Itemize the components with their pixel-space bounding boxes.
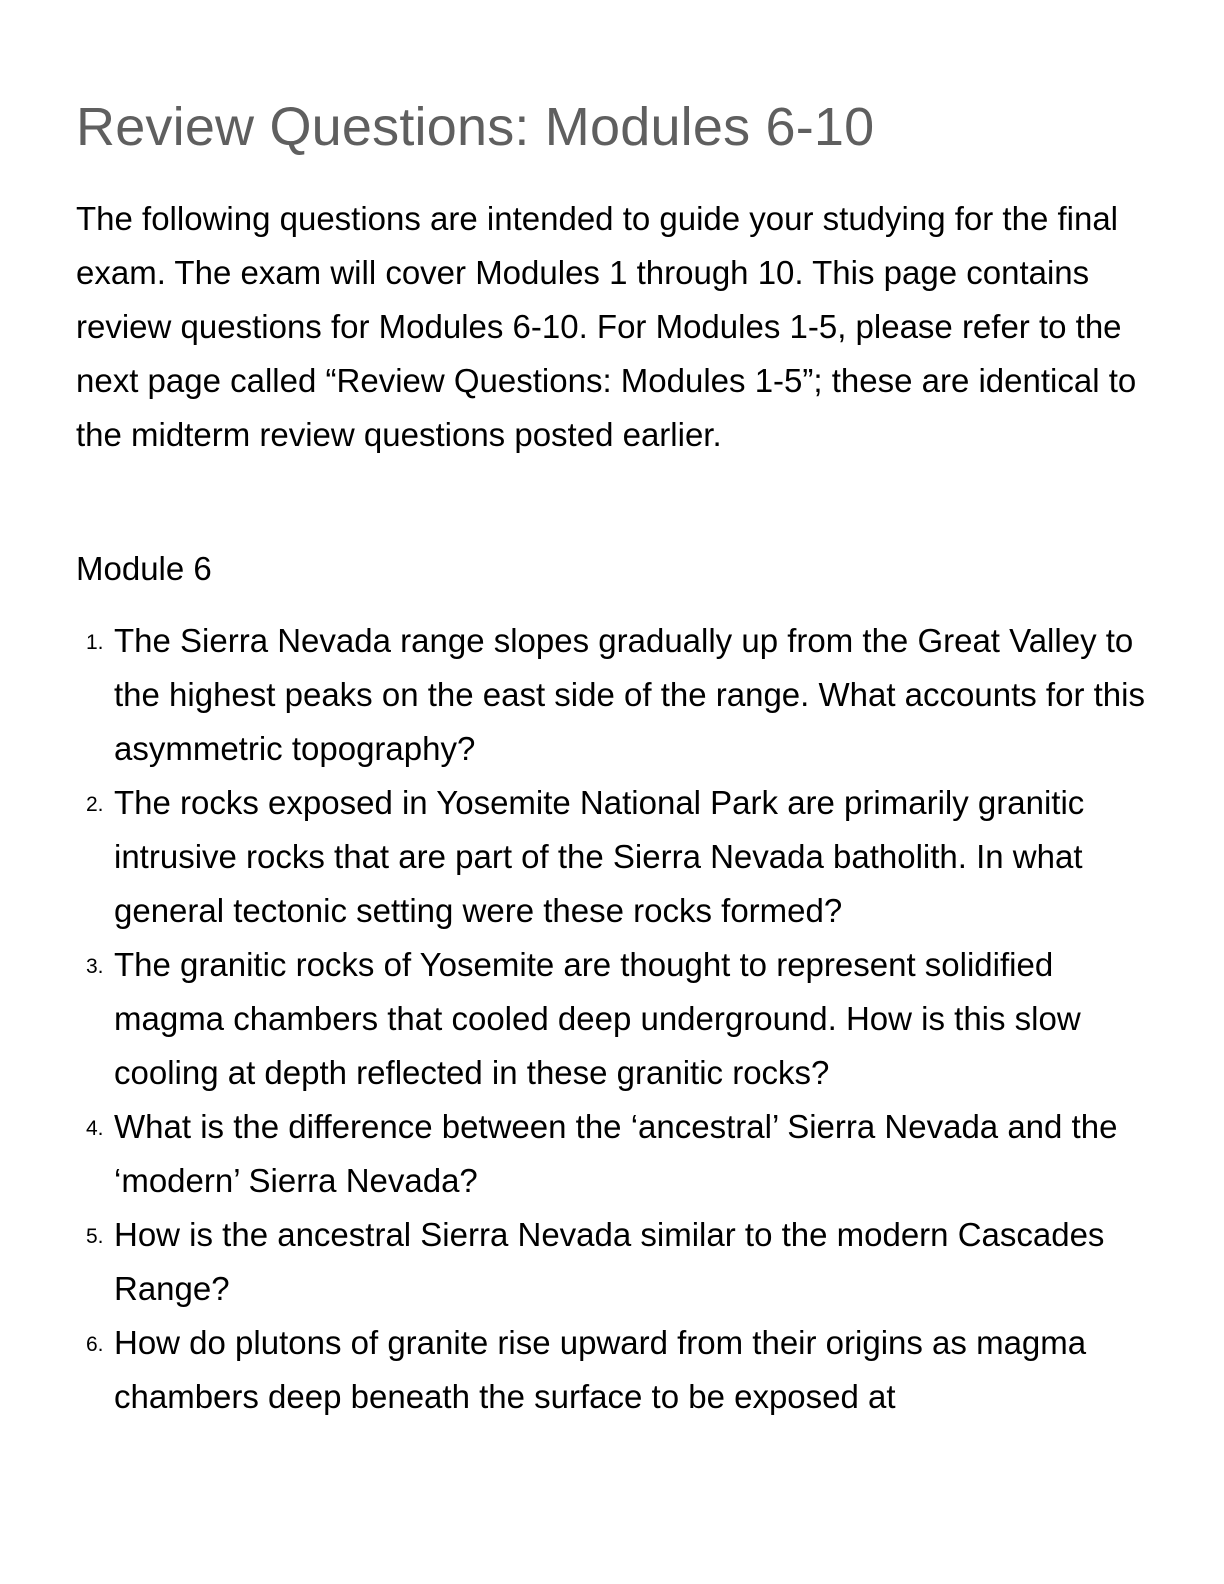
- question-item: [76, 776, 1154, 938]
- question-number: 3.: [86, 955, 104, 978]
- question-text: The Sierra Nevada range slopes gradually up from the Great Valley to the highest peaks on the east side of the range. What accounts for this asymmetric topography?: [114, 622, 1145, 767]
- question-text: How is the ancestral Sierra Nevada similar to the modern Cascades Range?: [114, 1216, 1105, 1307]
- question-number: 2.: [86, 793, 104, 816]
- question-text: The rocks exposed in Yosemite National Park are primarily granitic intrusive rocks that are part of the Sierra Nevada batholith. In what general tectonic setting were these rocks formed?: [114, 784, 1085, 929]
- question-number: 5.: [86, 1225, 104, 1248]
- question-number: 4.: [86, 1117, 104, 1140]
- module-heading: Module 6: [76, 550, 212, 587]
- intro-paragraph: The following questions are intended to guide your studying for the final exam. The exam will cover Modules 1 through 10. This page contains review questions for Modules 6-10. For Modules 1-5, please refer to the next page called “Review Questions: Modules 1-5”; these are identical to the midterm review questions posted earlier.: [76, 200, 1137, 453]
- question-item: [76, 1208, 1154, 1316]
- question-item: [76, 614, 1154, 776]
- question-text: What is the difference between the ‘ancestral’ Sierra Nevada and the ‘modern’ Sierra Nevada?: [114, 1108, 1118, 1199]
- question-number: 6.: [86, 1333, 104, 1356]
- page-title: Review Questions: Modules 6-10: [76, 97, 875, 157]
- question-item: [76, 1316, 1154, 1424]
- question-text: How do plutons of granite rise upward from their origins as magma chambers deep beneath the surface to be exposed at: [114, 1324, 1087, 1415]
- document-page: [76, 92, 1156, 1424]
- question-list: [76, 614, 1156, 1424]
- question-item: [76, 938, 1154, 1100]
- question-item: [76, 1100, 1154, 1208]
- question-number: 1.: [86, 631, 104, 654]
- question-text: The granitic rocks of Yosemite are thought to represent solidified magma chambers that cooled deep underground. How is this slow cooling at depth reflected in these granitic rocks?: [114, 946, 1081, 1091]
